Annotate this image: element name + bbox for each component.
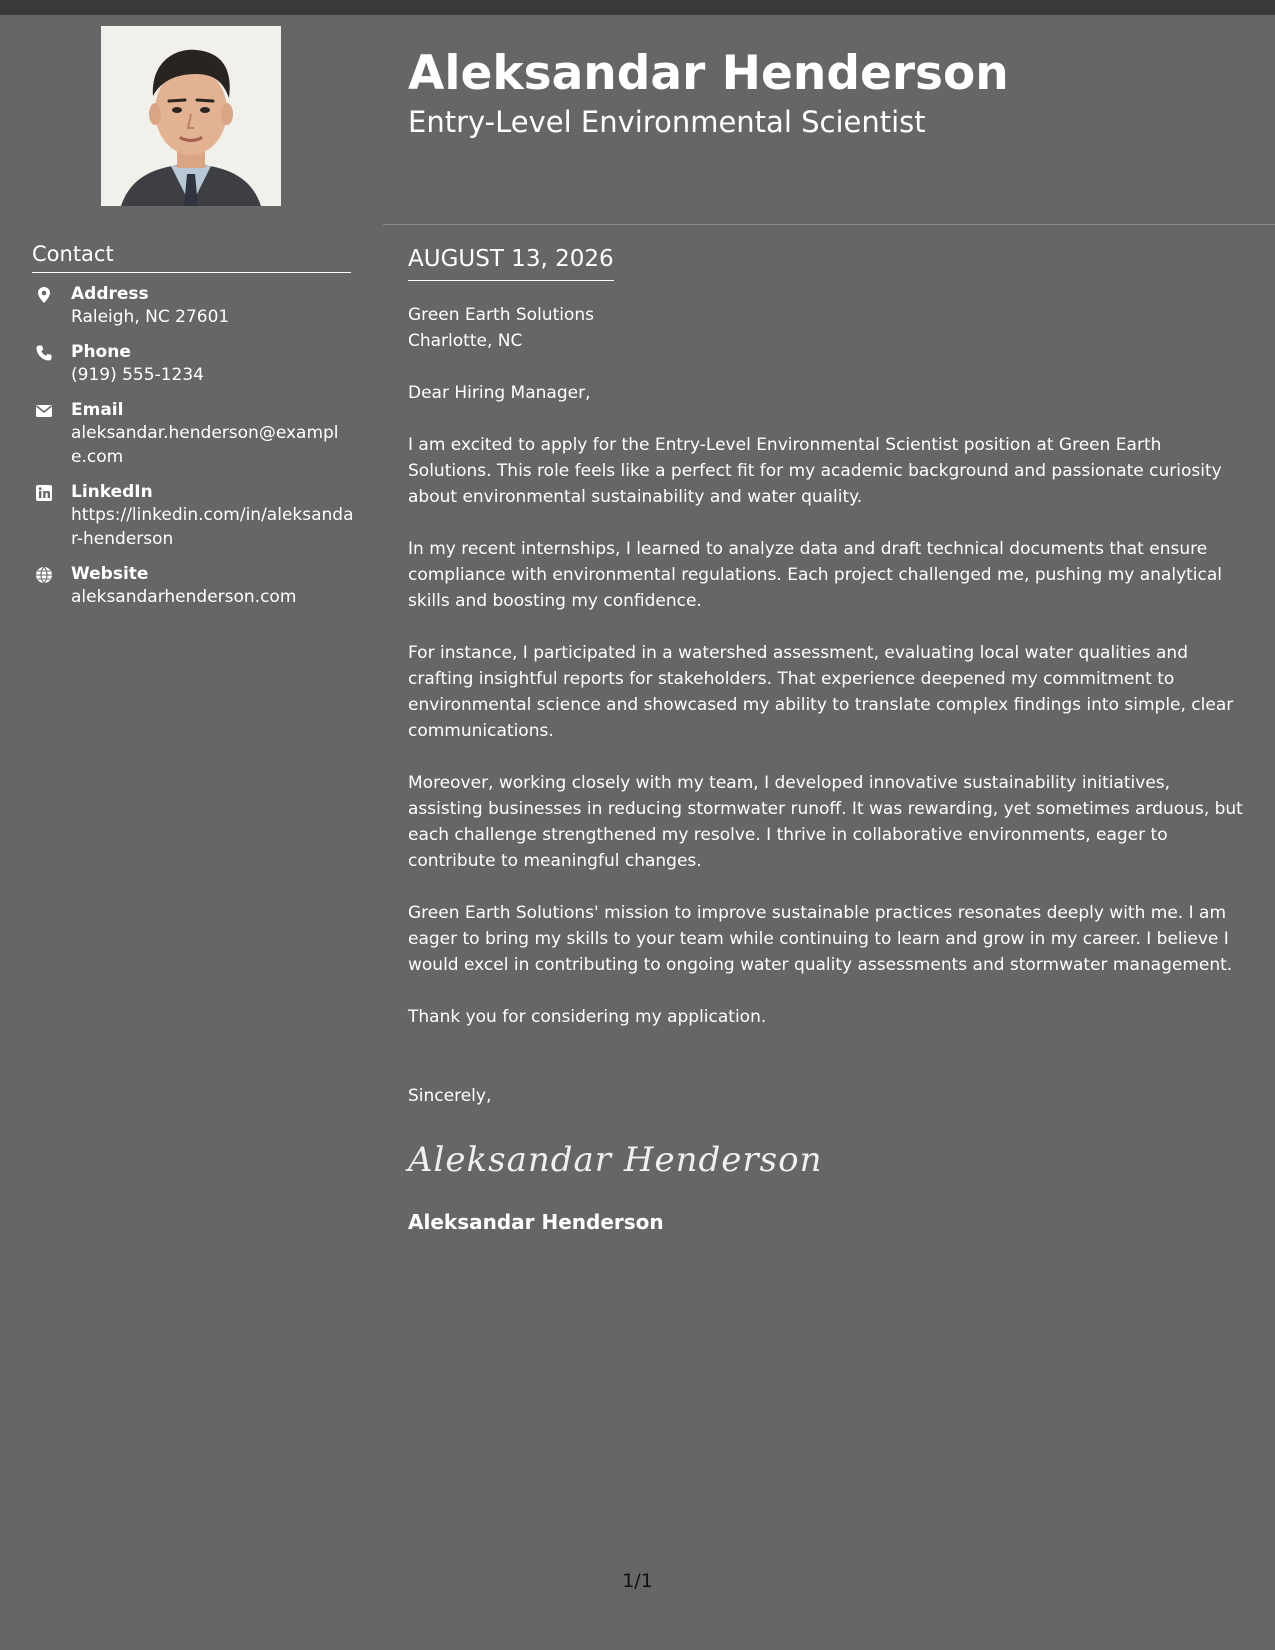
phone-icon <box>35 344 53 362</box>
website-value[interactable]: aleksandarhenderson.com <box>71 587 297 607</box>
paragraph-2: In my recent internships, I learned to analyze data and draft technical documents that ensure compliance with environmental regulations. Each project challenged me, pushing my analytical skills and boosting my confidence. <box>408 539 1222 611</box>
phone-label: Phone <box>71 342 131 362</box>
applicant-name: Aleksandar Henderson <box>408 46 1009 101</box>
top-bar <box>0 0 1275 15</box>
contact-item-phone <box>32 341 354 387</box>
closing: Sincerely, <box>408 1086 492 1106</box>
salutation: Dear Hiring Manager, <box>408 383 591 403</box>
signature: Aleksandar Henderson <box>408 1140 823 1180</box>
profile-photo <box>101 26 281 206</box>
job-title: Entry-Level Environmental Scientist <box>408 105 926 139</box>
letter-date: AUGUST 13, 2026 <box>408 243 614 281</box>
contact-item-linkedin <box>32 481 354 551</box>
letter-body <box>408 302 1248 1237</box>
contact-item-email <box>32 399 354 469</box>
paragraph-5: Green Earth Solutions' mission to improve sustainable practices resonates deeply with me. I am eager to bring my skills to your team while continuing to learn and grow in my career. I believe I would excel in contributing to ongoing water quality assessments and stormwater management. <box>408 903 1233 975</box>
header-divider <box>383 224 1275 225</box>
recipient-block <box>408 302 1248 354</box>
linkedin-label: LinkedIn <box>71 482 153 502</box>
page-number: 1/1 <box>622 1570 653 1592</box>
phone-value: (919) 555-1234 <box>71 365 204 385</box>
recipient-company: Green Earth Solutions <box>408 305 594 325</box>
paragraph-1: I am excited to apply for the Entry-Level Environmental Scientist position at Green Earth Solutions. This role feels like a perfect fit for my academic background and passionate curiosity about environmental sustainability and water quality. <box>408 435 1222 507</box>
website-label: Website <box>71 564 149 584</box>
contact-list <box>32 283 354 621</box>
linkedin-icon <box>35 484 53 502</box>
globe-icon <box>35 566 53 584</box>
recipient-location: Charlotte, NC <box>408 331 523 351</box>
signer-name: Aleksandar Henderson <box>408 1210 664 1234</box>
contact-heading: Contact <box>32 240 351 273</box>
address-label: Address <box>71 284 149 304</box>
linkedin-value[interactable]: https://linkedin.com/in/aleksandar-henderson <box>71 505 354 549</box>
envelope-icon <box>35 402 53 420</box>
map-pin-icon <box>35 286 53 304</box>
contact-item-website <box>32 563 354 609</box>
avatar <box>101 26 281 206</box>
address-value: Raleigh, NC 27601 <box>71 307 230 327</box>
paragraph-3: For instance, I participated in a watershed assessment, evaluating local water qualities and crafting insightful reports for stakeholders. That experience deepened my commitment to environmental science and showcased my ability to translate complex findings into simple, clear communications. <box>408 643 1234 741</box>
email-value[interactable]: aleksandar.henderson@example.com <box>71 423 339 467</box>
contact-item-address <box>32 283 354 329</box>
paragraph-4: Moreover, working closely with my team, I developed innovative sustainability initiatives, assisting businesses in reducing stormwater runoff. It was rewarding, yet sometimes arduous, but each challenge strengthened my resolve. I thrive in collaborative environments, eager to contribute to meaningful changes. <box>408 773 1243 871</box>
paragraph-6: Thank you for considering my application. <box>408 1007 767 1027</box>
email-label: Email <box>71 400 124 420</box>
